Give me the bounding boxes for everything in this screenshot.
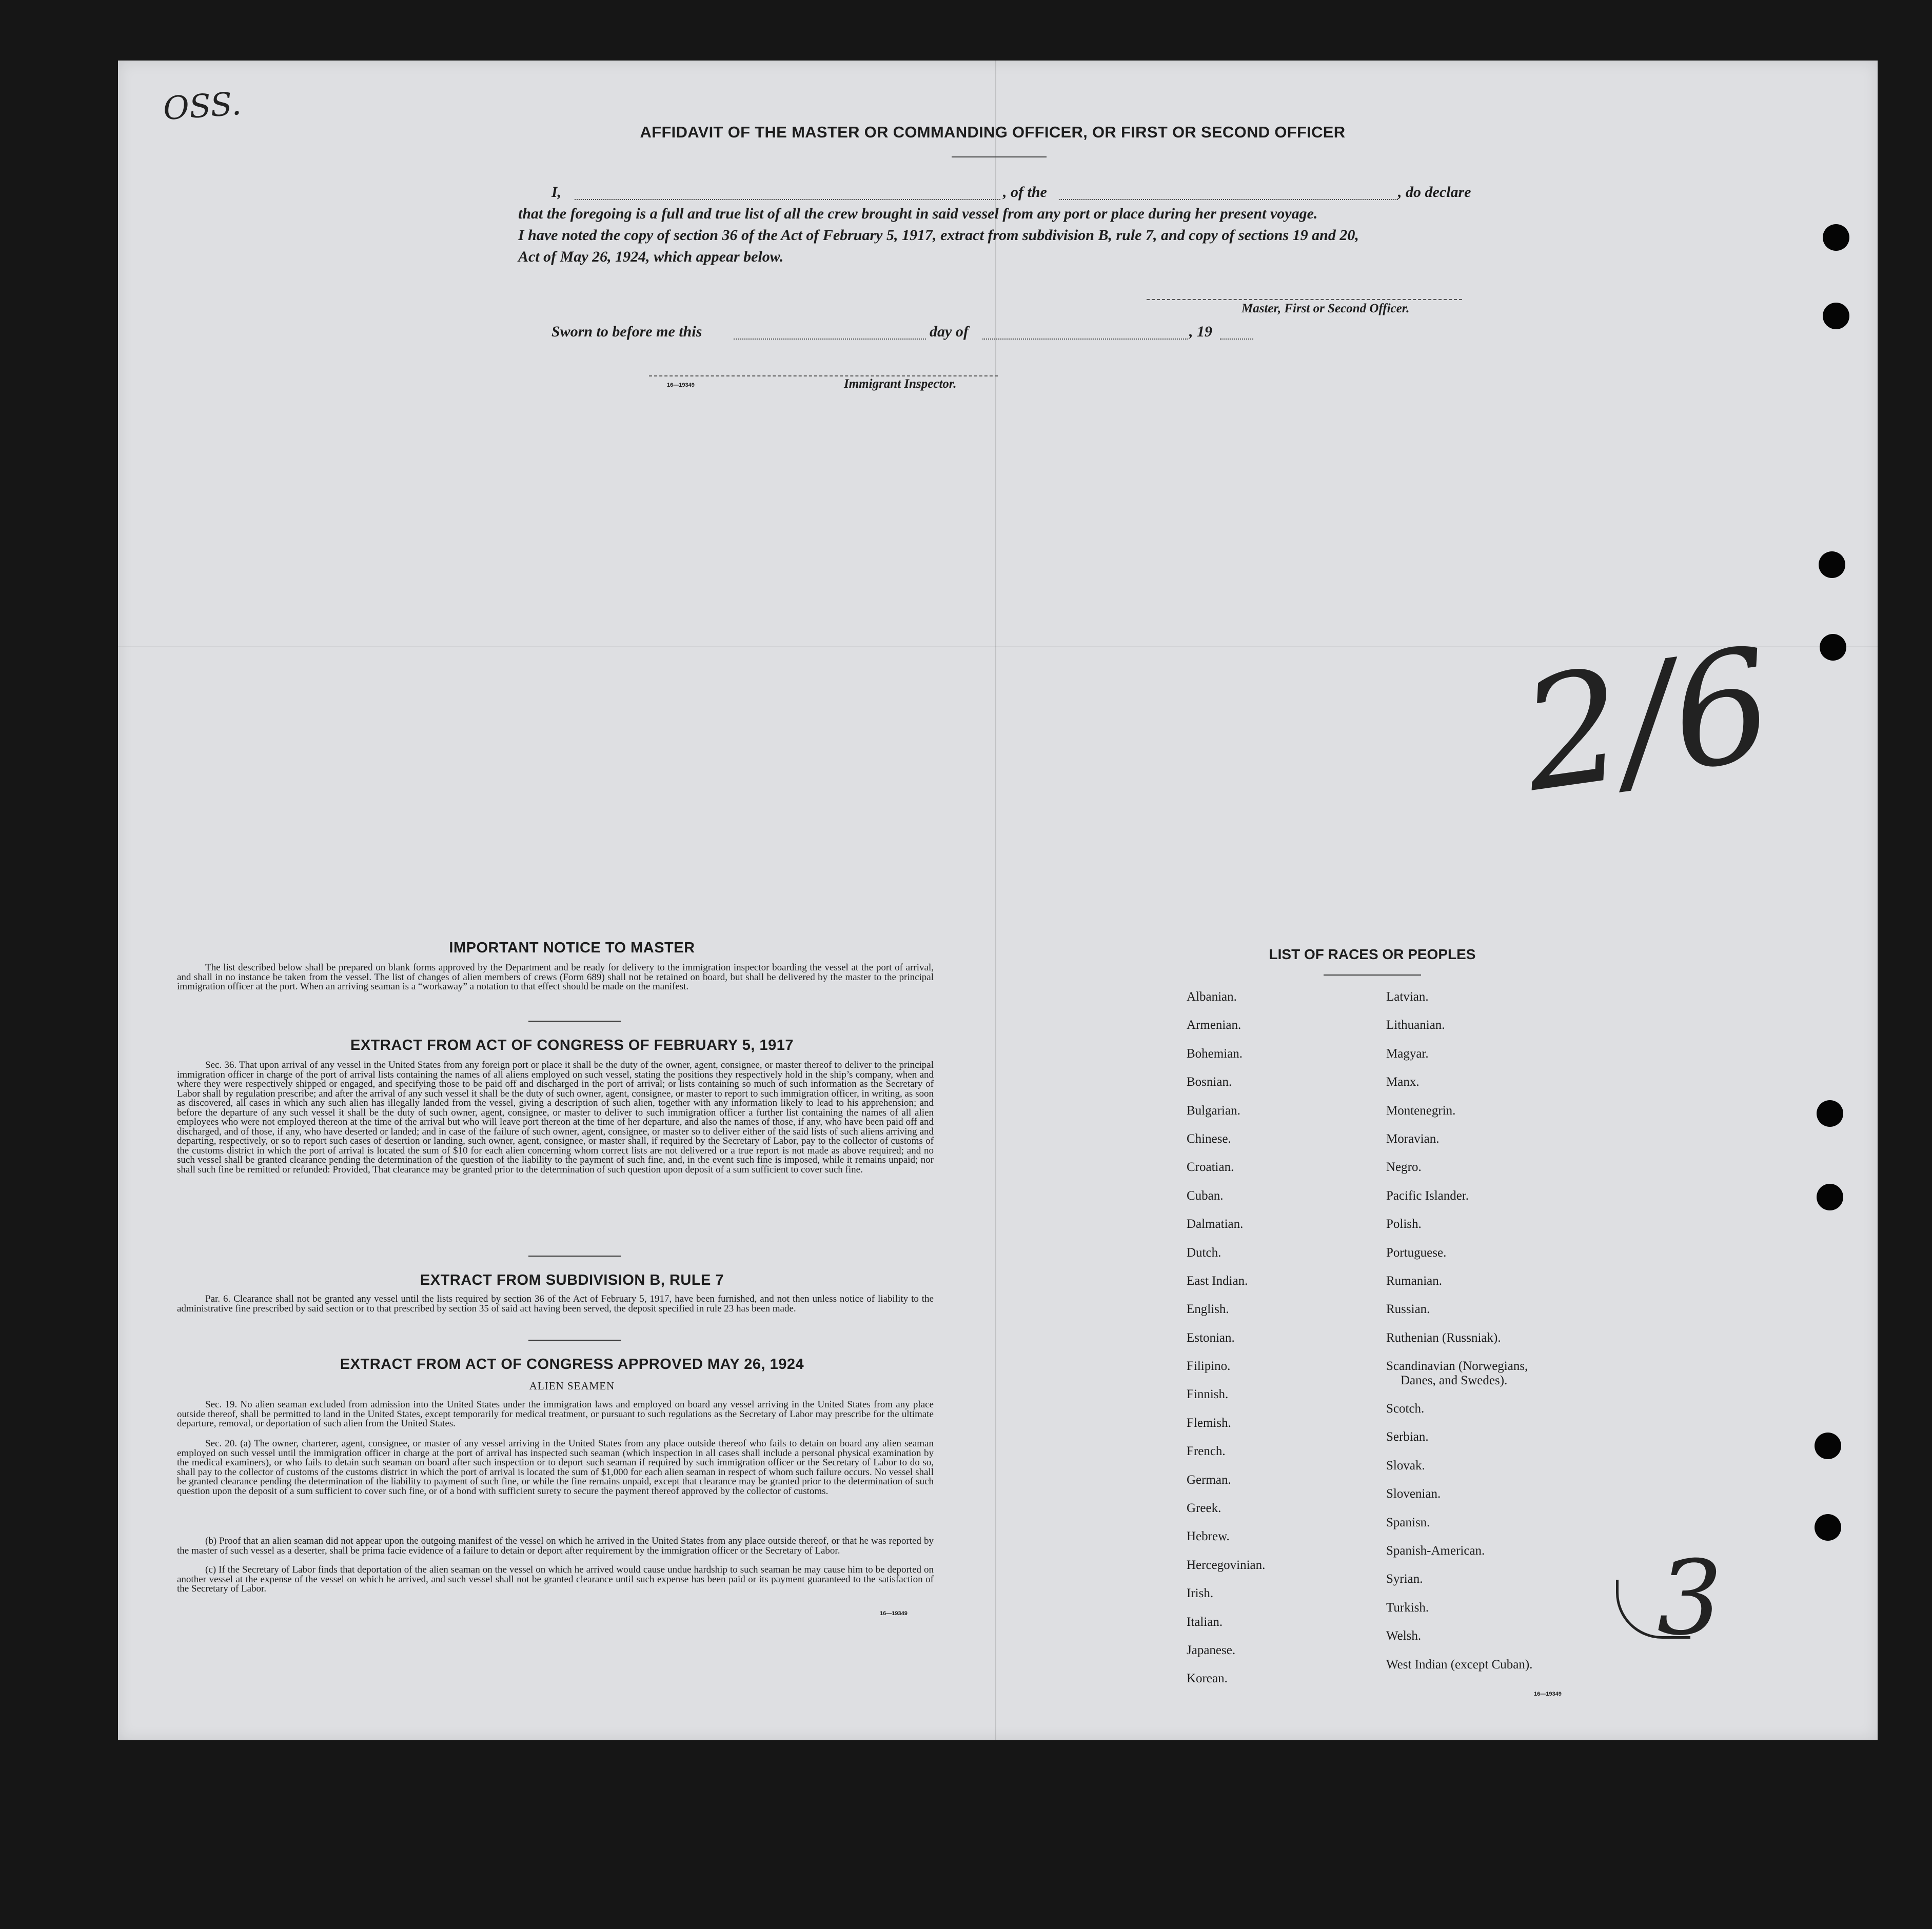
affidavit-line-3: I have noted the copy of section 36 of the Act of February 5, 1917, extract from subdivision B, rule 7, and copy of sections 19 and 20, (518, 227, 1359, 244)
race-item: Moravian. (1386, 1131, 1440, 1146)
race-item: Manx. (1386, 1075, 1420, 1089)
name-blank (575, 199, 1000, 200)
extract-1924-sec20a: Sec. 20. (a) The owner, charterer, agent, consignee, or master of any vessel arriving in the United States from any place outside thereof who fails to detain on board any alien seaman employed on such vessel until the immigration officer in charge at the port of arrival has inspected such seaman (which inspection in all cases shall include a personal physical examination by the medical examiners), or who fails to detain such seaman on board after such inspection or to deport such seaman if required by such immigration officer or the Secretary of Labor to do so, shall pay to the collector of customs of the customs district in which the port of arrival is located the sum of $1,000 for each alien seaman in respect of whom such failure occurs. No vessel shall be granted clearance pending the determination of the liability to payment of such fine, or while the fine remains unpaid, except that clearance may be granted prior to the determination of such question upon the deposit of a sum sufficient to cover such fine, or of a bond with sufficient surety to secure the payment thereof approved by the collector of customs. (177, 1438, 934, 1497)
race-item: East Indian. (1187, 1274, 1248, 1288)
affidavit-title: AFFIDAVIT OF THE MASTER OR COMMANDING OFFICER, OR FIRST OR SECOND OFFICER (640, 123, 1346, 141)
races-right-column (1386, 990, 1532, 1686)
section-rule (528, 1340, 621, 1341)
extract-1924-title: EXTRACT FROM ACT OF CONGRESS APPROVED MAY 26, 1924 (340, 1356, 804, 1373)
race-item: Bohemian. (1187, 1046, 1243, 1061)
extract-1924-sec20c: (c) If the Secretary of Labor finds that deportation of the alien seaman on the vessel on which he arrived would cause undue hardship to such seaman he may cause him to be deported on another vessel at the expense of the vessel on which he arrived, and such vessel shall not be granted clearance until such expense has been paid or its payment guaranteed to the satisfaction of the Secretary of Labor. (177, 1564, 934, 1594)
race-item: Dutch. (1187, 1245, 1221, 1260)
title-rule (952, 156, 1047, 157)
extract-rule7-title: EXTRACT FROM SUBDIVISION B, RULE 7 (420, 1272, 724, 1288)
race-item: Chinese. (1187, 1131, 1231, 1146)
race-item: Lithuanian. (1386, 1018, 1445, 1032)
sworn-day-of: day of (930, 323, 969, 340)
affidavit-line-2: that the foregoing is a full and true list of all the crew brought in said vessel from any port or place during her present voyage. (518, 205, 1318, 222)
race-item: Rumanian. (1386, 1274, 1443, 1288)
race-item: Spanish-American. (1386, 1544, 1485, 1558)
race-item: Portuguese. (1386, 1245, 1447, 1260)
race-item: Estonian. (1187, 1330, 1235, 1345)
race-item: Finnish. (1187, 1387, 1229, 1402)
races-form-number: 16—19349 (1534, 1691, 1562, 1697)
sworn-day-blank (734, 339, 926, 340)
sworn-month-blank (982, 339, 1188, 340)
handwritten-page-number: 3 (1657, 1539, 1723, 1658)
section-rule (528, 1256, 621, 1257)
race-item: Japanese. (1187, 1643, 1236, 1657)
race-item: Hercegovinian. (1187, 1558, 1266, 1572)
inspector-signature-line (649, 375, 998, 376)
affidavit-do-declare: , do declare (1398, 184, 1471, 201)
race-item: English. (1187, 1302, 1229, 1317)
race-item: Russian. (1386, 1302, 1430, 1317)
extract-form-number: 16—19349 (880, 1610, 908, 1617)
inspector-label: Immigrant Inspector. (844, 377, 957, 391)
race-item: Filipino. (1187, 1359, 1231, 1374)
race-item: Scotch. (1386, 1402, 1425, 1416)
race-item: Hebrew. (1187, 1529, 1230, 1544)
races-left-column (1187, 990, 1265, 1700)
punch-hole (1823, 303, 1849, 329)
race-item: Welsh. (1386, 1629, 1422, 1643)
race-item: Pacific Islander. (1386, 1188, 1469, 1203)
race-item: German. (1187, 1473, 1231, 1487)
race-item: Irish. (1187, 1586, 1214, 1601)
race-item: Croatian. (1187, 1160, 1234, 1175)
master-signature-line (1147, 299, 1462, 300)
punch-hole (1815, 1514, 1841, 1541)
race-item: Latvian. (1386, 990, 1429, 1004)
center-fold (995, 61, 996, 1740)
affidavit-pronoun: I, (551, 184, 562, 201)
race-item: Korean. (1187, 1672, 1228, 1686)
race-item: Armenian. (1187, 1018, 1241, 1032)
affidavit-of-the: , of the (1003, 184, 1047, 201)
notice-body: The list described below shall be prepared on blank forms approved by the Department and be ready for delivery to the immigration inspector boarding the vessel at the port of arrival, and shall in no instance be taken from the vessel. The list of changes of alien members of crews (Form 689) shall not be retained on board, but shall be delivered by the master to the principal immigration officer at the port. When an arriving seaman is a “workaway” a notation to that effect should be made on the manifest. (177, 962, 934, 992)
master-signature-label: Master, First or Second Officer. (1241, 302, 1410, 315)
affidavit-form-number: 16—19349 (667, 382, 695, 388)
race-item: Serbian. (1386, 1430, 1429, 1444)
race-item: Montenegrin. (1386, 1103, 1456, 1118)
affidavit-line-4: Act of May 26, 1924, which appear below. (518, 248, 784, 265)
punch-hole (1817, 1100, 1843, 1127)
extract-1924-sec20b: (b) Proof that an alien seaman did not appear upon the outgoing manifest of the vessel on which he arrived in the United States from any place outside thereof, or that he was reported by the master of such vessel as a deserter, shall be prima facie evidence of a failure to detain or deport after requirement by the immigration officer or the Secretary of Labor. (177, 1536, 934, 1556)
punch-hole (1819, 551, 1845, 578)
race-item: Bulgarian. (1187, 1103, 1240, 1118)
race-item: Syrian. (1386, 1572, 1423, 1586)
notice-title: IMPORTANT NOTICE TO MASTER (449, 940, 695, 956)
race-item: Negro. (1386, 1160, 1422, 1175)
race-item: Scandinavian (Norwegians, (1386, 1359, 1528, 1374)
race-item: Dalmatian. (1187, 1217, 1244, 1231)
punch-hole (1817, 1184, 1843, 1210)
race-item: Slovak. (1386, 1458, 1425, 1473)
sworn-year-blank (1220, 339, 1253, 340)
races-rule (1324, 975, 1421, 976)
race-item: Albanian. (1187, 990, 1237, 1004)
race-item: Flemish. (1187, 1416, 1231, 1430)
race-item: West Indian (except Cuban). (1386, 1657, 1533, 1672)
race-item: Spanisn. (1386, 1515, 1430, 1529)
punch-hole (1820, 634, 1846, 661)
race-item: Polish. (1386, 1217, 1422, 1231)
race-item: Turkish. (1386, 1600, 1429, 1615)
sworn-year-prefix: , 19 (1189, 323, 1212, 340)
race-item: Bosnian. (1187, 1075, 1232, 1089)
race-item: Ruthenian (Russniak). (1386, 1330, 1501, 1345)
section-rule (528, 1021, 621, 1022)
sworn-prefix: Sworn to before me this (551, 323, 702, 340)
races-title: LIST OF RACES OR PEOPLES (1269, 946, 1476, 962)
extract-1924-subtitle: ALIEN SEAMEN (529, 1380, 615, 1392)
race-item: Cuban. (1187, 1188, 1224, 1203)
punch-hole (1823, 224, 1849, 251)
extract-1917-title: EXTRACT FROM ACT OF CONGRESS OF FEBRUARY 5, 1917 (350, 1037, 794, 1053)
extract-rule7-body: Par. 6. Clearance shall not be granted any vessel until the lists required by section 36 of the Act of February 5, 1917, have been furnished, and not then unless notice of liability to the administrative fine prescribed by said section or to that prescribed by section 35 of said act having been served, the deposit specified in rule 23 has been made. (177, 1294, 934, 1314)
race-item: French. (1187, 1444, 1226, 1459)
race-item: Magyar. (1386, 1046, 1429, 1061)
race-item: Danes, and Swedes). (1401, 1374, 1508, 1388)
race-item: Greek. (1187, 1501, 1221, 1516)
race-item: Slovenian. (1386, 1487, 1441, 1501)
handwritten-corner-mark: OSS. (162, 84, 243, 128)
extract-1924-sec19: Sec. 19. No alien seaman excluded from admission into the United States under the immigration laws and employed on board any vessel arriving in the United States from any place outside thereof, shall be permitted to land in the United States, except temporarily for medical treatment, or pursuant to such regulations as the Secretary of Labor may prescribe for the ultimate departure, removal, or deportation of such alien from the United States. (177, 1399, 934, 1429)
race-item: Italian. (1187, 1615, 1223, 1629)
punch-hole (1815, 1433, 1841, 1459)
vessel-blank (1059, 199, 1398, 200)
handwritten-page-fraction: 2/6 (1512, 614, 1783, 826)
extract-1917-body: Sec. 36. That upon arrival of any vessel in the United States from any foreign port or place it shall be the duty of the owner, agent, consignee, or master thereof to deliver to the principal immigration officer in charge of the port of arrival lists containing the names of all aliens employed on such vessel, stating the positions they respectively hold in the ship’s company, when and where they were respectively shipped or engaged, and specifying those to be paid off and discharged in the port of arrival; or lists containing so much of such information as the Secretary of Labor shall by regulation prescribe; and after the arrival of any such vessel it shall be the duty of such owner, agent, consignee, or master to report to such immigration officer, in writing, as soon as discovered, all cases in which any such alien has illegally landed from the vessel, giving a description of such alien, together with any information likely to lead to his apprehension; and before the departure of any such vessel it shall be the duty of such owner, agent, consignee, or master to deliver to such immigration officer a further list containing the names of all alien employees who were not employed thereon at the time of the arrival but who will leave port thereon at the time of her departure, and also the names of those, if any, who have been paid off and discharged, and of those, if any, who have deserted or landed; and in case of the failure of such owner, agent, consignee, or master so to deliver either of the said lists of such aliens arriving and departing, respectively, or so to report such cases of desertion or landing, such owner, agent, consignee, or master shall, if required by the Secretary of Labor, pay to the collector of customs of the customs district in which the port of arrival is located the sum of $10 for each alien concerning whom correct lists are not delivered or a true report is not made as above required; and no such vessel shall be granted clearance pending the determination of the question of the liability to the payment of such fine, and, in the event such fine is imposed, while it remains unpaid; nor shall such fine be remitted or refunded: Provided, That clearance may be granted prior to the determination of such question upon deposit of a sum sufficient to cover such fine. (177, 1060, 934, 1175)
